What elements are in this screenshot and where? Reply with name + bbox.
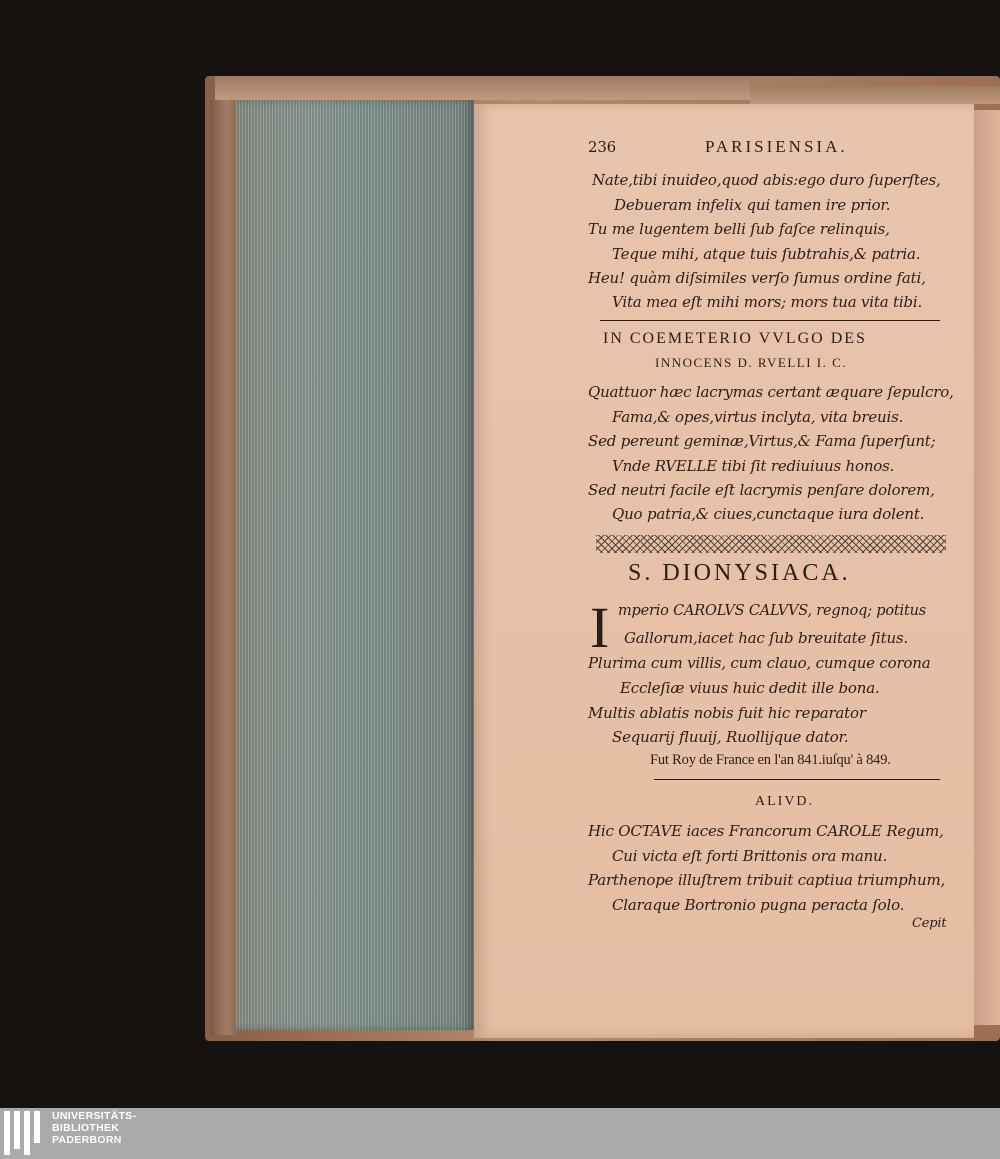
section-rule-2 [654, 779, 940, 780]
drop-cap: I [590, 595, 610, 660]
poem3-line-6: Sequarij fluuij, Ruollijque dator. [612, 728, 849, 746]
heading-cemetery-line-1: IN COEMETERIO VVLGO DES [603, 330, 867, 347]
running-head: PARISIENSIA. [705, 137, 848, 156]
library-name-line-2: BIBLIOTHEK [52, 1122, 120, 1134]
poem4-line-4: Claraque Bortronio pugna peracta ſolo. [612, 896, 905, 914]
cover-board-edge [210, 100, 238, 1035]
library-name-line-3: PADERBORN [52, 1134, 122, 1146]
poem1-line-2: Debueram infelix qui tamen ire prior. [614, 196, 891, 214]
poem3-line-1: mperio CAROLVS CALVVS, regnoq; potitus [618, 603, 926, 619]
heading-aliud: ALIVD. [755, 794, 815, 809]
poem2-line-4: Vnde RVELLE tibi ſit rediuiuus honos. [612, 457, 895, 475]
section-title: S. DIONYSIACA. [628, 560, 851, 586]
poem3-line-5: Multis ablatis nobis fuit hic reparator [588, 704, 866, 722]
poem2-line-6: Quo patria,& ciues,cunctaque iura dolent. [612, 505, 925, 523]
page-number: 236 [588, 138, 617, 156]
poem1-line-5: Heu! quàm diſsimiles verſo ſumus ordine fati, [588, 269, 926, 287]
library-logo-icon [2, 1111, 46, 1157]
facing-page-edge [970, 110, 1000, 1025]
poem2-line-3: Sed pereunt geminæ,Virtus,& Fama ſuperſunt; [588, 432, 936, 450]
poem2-line-2: Fama,& opes,virtus inclyta, vita breuis. [612, 408, 904, 426]
poem2-line-1: Quattuor hæc lacrymas certant æquare ſepulcro, [588, 383, 954, 401]
poem3-line-2: Gallorum,iacet hac ſub breuitate ſitus. [624, 629, 908, 647]
cover-top-edge-right [750, 86, 1000, 104]
heading-cemetery-line-2: INNOCENS D. RVELLI I. C. [655, 355, 848, 370]
poem4-line-2: Cui victa eſt forti Brittonis ora manu. [612, 847, 888, 865]
catchword: Cepit [912, 916, 947, 931]
poem3-line-4: Eccleſiæ viuus huic dedit ille bona. [620, 679, 880, 697]
library-name-line-1: UNIVERSITÄTS- [52, 1110, 137, 1122]
note-french: Fut Roy de France en l'an 841.iuſqu' à 849. [650, 752, 891, 768]
poem1-line-3: Tu me lugentem belli ſub faſce relinquis, [588, 220, 890, 238]
page-fore-edge [236, 100, 474, 1030]
decorative-ornament-band [596, 535, 946, 553]
library-name [52, 1110, 136, 1146]
poem4-line-3: Parthenope illuſtrem tribuit captiua triumphum, [588, 871, 946, 889]
poem3-line-3: Plurima cum villis, cum clauo, cumque corona [588, 654, 931, 672]
cover-top-edge [215, 76, 750, 100]
library-banner [0, 1108, 1000, 1159]
poem1-line-6: Vita mea eſt mihi mors; mors tua vita tibi. [612, 293, 923, 311]
poem1-line-4: Teque mihi, atque tuis ſubtrahis,& patria. [612, 245, 921, 263]
poem1-line-1: Nate,tibi inuideo,quod abis:ego duro ſuperſtes, [592, 171, 941, 189]
poem4-line-1: Hic OCTAVE iaces Francorum CAROLE Regum, [588, 822, 944, 840]
section-rule-1 [600, 320, 940, 321]
poem2-line-5: Sed neutri facile eſt lacrymis penſare dolorem, [588, 481, 935, 499]
